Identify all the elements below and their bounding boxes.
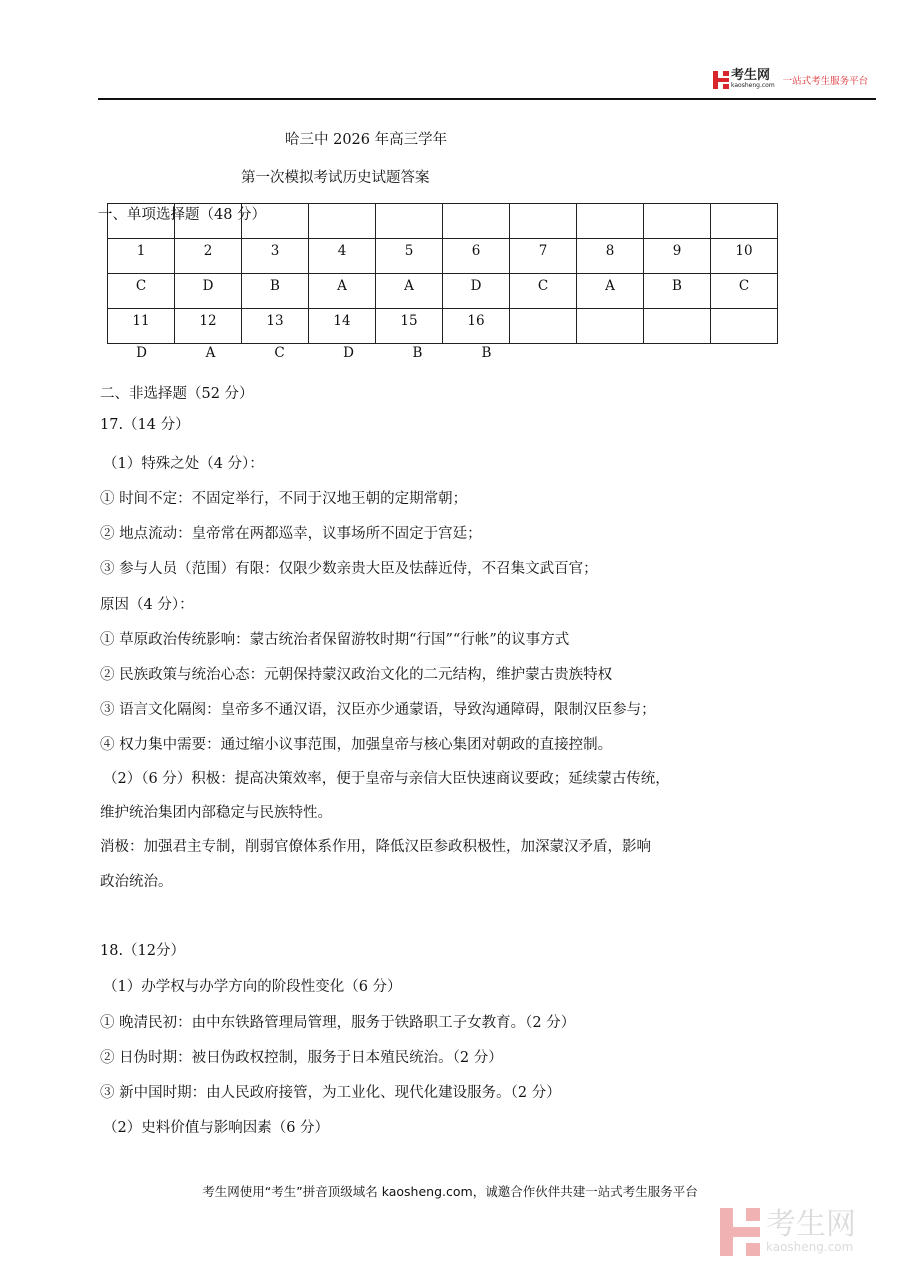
- answer-cell: D: [175, 274, 242, 309]
- question-number-cell: 9: [644, 239, 711, 274]
- question-number-cell: [644, 309, 711, 344]
- answer-cell: A: [577, 274, 644, 309]
- answer-cell: C: [108, 274, 175, 309]
- question-number-cell: 2: [175, 239, 242, 274]
- header-slogan: 一站式考生服务平台: [782, 75, 869, 87]
- answer-text-line: （2）史料价值与影响因素（6 分）: [103, 1120, 330, 1136]
- kaosheng-logo[interactable]: [713, 70, 868, 89]
- answer-table: [107, 203, 778, 344]
- answer-text-line: ② 民族政策与统治心态：元朝保持蒙汉政治文化的二元结构，维护蒙古贵族特权: [100, 667, 613, 683]
- section-1-heading: 一、单项选择题（48 分）: [98, 207, 267, 223]
- answer-text-line: （2）（6 分）积极：提高决策效率，便于皇帝与亲信大臣快速商议要政；延续蒙古传统，: [103, 771, 670, 787]
- answer-cell: C: [274, 345, 285, 361]
- answer-cell: B: [644, 274, 711, 309]
- answer-cell: B: [242, 274, 309, 309]
- question-number-cell: 3: [242, 239, 309, 274]
- answer-text-line: 17.（14 分）: [100, 417, 190, 433]
- question-number-cell: [711, 309, 778, 344]
- question-number-cell: 6: [443, 239, 510, 274]
- watermark-mark-icon: [720, 1208, 760, 1256]
- question-number-cell: 4: [309, 239, 376, 274]
- answer-text-line: ① 草原政治传统影响：蒙古统治者保留游牧时期“行国”“行帐”的议事方式: [100, 632, 570, 648]
- answer-text-line: ③ 参与人员（范围）有限：仅限少数亲贵大臣及怯薛近侍，不召集文武百官；: [100, 561, 598, 577]
- answer-text-line: ① 时间不定：不固定举行，不同于汉地王朝的定期常朝；: [100, 491, 468, 507]
- title-line-2: 第一次模拟考试历史试题答案: [241, 170, 430, 186]
- question-number-cell: 7: [510, 239, 577, 274]
- answer-text-line: 维护统治集团内部稳定与民族特性。: [100, 805, 332, 821]
- answer-cell: A: [376, 274, 443, 309]
- answer-cell: A: [309, 274, 376, 309]
- question-number-cell: 12: [175, 309, 242, 344]
- watermark-logo: 考生网 kaosheng.com: [720, 1208, 856, 1256]
- answer-cell: C: [510, 274, 577, 309]
- answer-text-line: ① 晚清民初：由中东铁路管理局管理，服务于铁路职工子女教育。（2 分）: [100, 1015, 576, 1031]
- question-number-cell: 5: [376, 239, 443, 274]
- answer-text-line: ③ 新中国时期：由人民政府接管，为工业化、现代化建设服务。（2 分）: [100, 1085, 561, 1101]
- answer-cell: B: [481, 345, 492, 361]
- answer-text-line: ② 日伪时期：被日伪政权控制，服务于日本殖民统治。（2 分）: [100, 1050, 503, 1066]
- question-number-cell: 1: [108, 239, 175, 274]
- answer-cell: A: [205, 345, 216, 361]
- logo-mark-icon: [713, 71, 729, 89]
- answer-cell: D: [443, 274, 510, 309]
- answer-cell: D: [136, 345, 147, 361]
- answer-cell: B: [412, 345, 423, 361]
- answers-row-2: [107, 345, 521, 361]
- title-line-1: 哈三中 2026 年高三学年: [285, 132, 448, 148]
- question-number-cell: 14: [309, 309, 376, 344]
- question-number-cell: 11: [108, 309, 175, 344]
- question-number-cell: 15: [376, 309, 443, 344]
- answer-text-line: ③ 语言文化隔阂：皇帝多不通汉语，汉臣亦少通蒙语，导致沟通障碍，限制汉臣参与；: [100, 702, 656, 718]
- question-number-cell: [577, 309, 644, 344]
- answer-text-line: （1）特殊之处（4 分）：: [103, 456, 264, 472]
- answer-text-line: 消极：加强君主专制，削弱官僚体系作用，降低汉臣参政积极性，加深蒙汉矛盾，影响: [100, 839, 651, 855]
- question-number-cell: 8: [577, 239, 644, 274]
- answer-cell: D: [343, 345, 354, 361]
- header-divider: [98, 98, 876, 100]
- question-number-cell: 13: [242, 309, 309, 344]
- question-number-cell: 10: [711, 239, 778, 274]
- logo-brand: 考生网 kaosheng.com: [731, 68, 775, 89]
- answer-text-line: 原因（4 分）：: [100, 597, 194, 613]
- question-number-cell: 16: [443, 309, 510, 344]
- answer-text-line: ② 地点流动：皇帝常在两都巡幸，议事场所不固定于宫廷；: [100, 526, 482, 542]
- answer-text-line: ④ 权力集中需要：通过缩小议事范围，加强皇帝与核心集团对朝政的直接控制。: [100, 737, 613, 753]
- answer-text-line: 政治统治。: [100, 874, 173, 890]
- answer-text-line: （1）办学权与办学方向的阶段性变化（6 分）: [103, 979, 402, 995]
- question-number-cell: [510, 309, 577, 344]
- answer-text-line: 二、非选择题（52 分）: [100, 386, 254, 402]
- answer-cell: C: [711, 274, 778, 309]
- answer-text-line: 18.（12分）: [100, 943, 186, 959]
- footer-text: 考生网使用“考生”拼音顶级域名 kaosheng.com，诚邀合作伙伴共建一站式考生服务平台: [202, 1184, 698, 1199]
